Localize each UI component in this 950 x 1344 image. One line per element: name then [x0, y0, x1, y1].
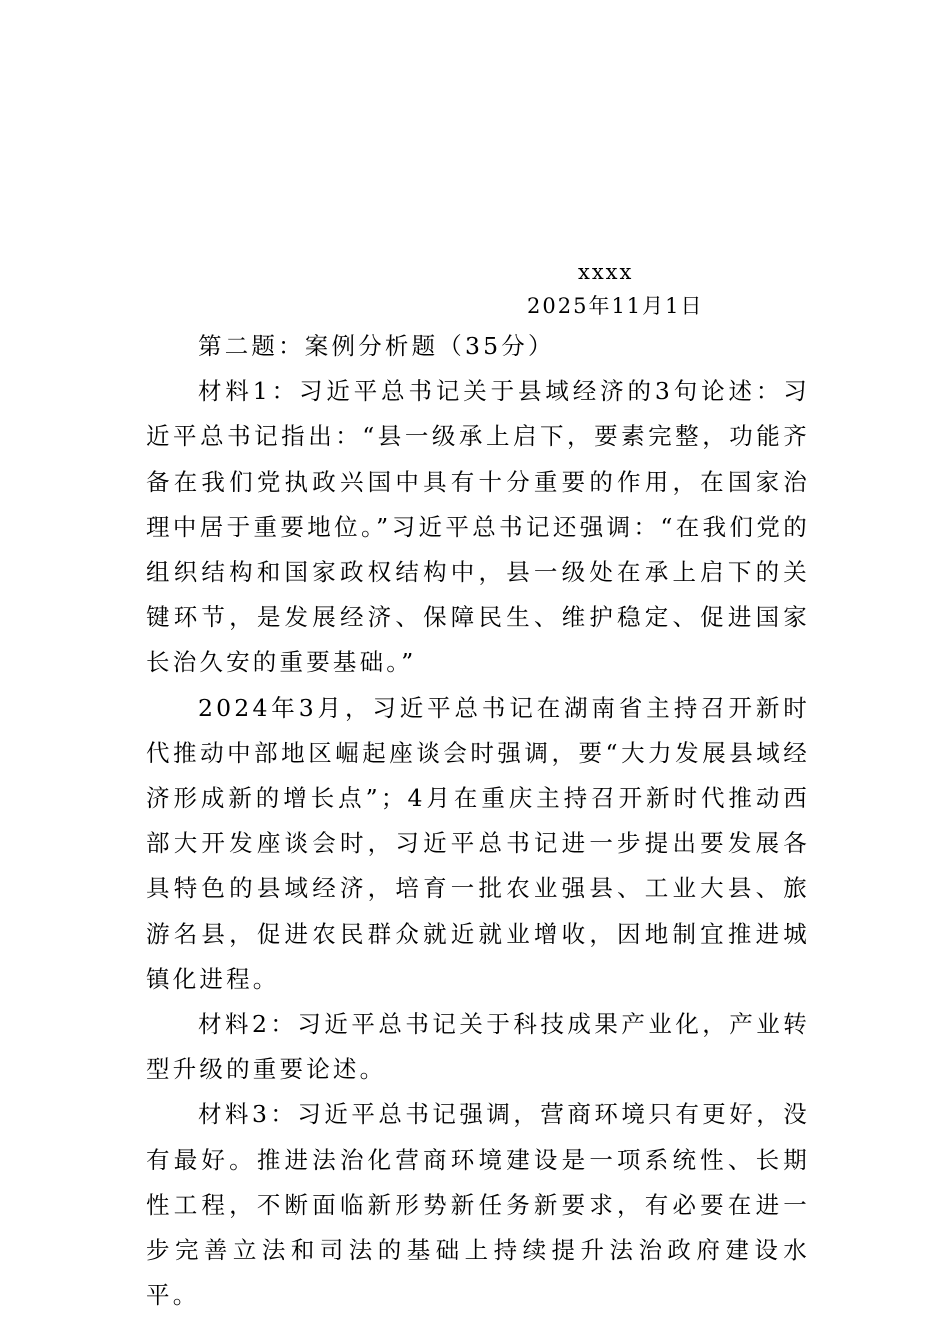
material-3-paragraph: 材料3：习近平总书记强调，营商环境只有更好，没有最好。推进法治化营商环境建设是一项系统性、长期性工程，不断面临新形势新任务新要求，有必要在进一步完善立法和司法的基础上持续提升法治政府建设水平。 [146, 1100, 810, 1310]
question-title: 第二题：案例分析题（35分） [198, 332, 555, 360]
material-1-paragraph: 材料1：习近平总书记关于县域经济的3句论述：习近平总书记指出：“县一级承上启下，要素完整，功能齐备在我们党执政兴国中具有十分重要的作用，在国家治理中居于重要地位。”习近平总书记还强调：“在我们党的组织结构和国家政权结构中，县一级处在承上启下的关键环节，是发展经济、保障民生、维护稳定、促进国家长治久安的重要基础。” [146, 377, 810, 677]
document-body [146, 324, 810, 1318]
material-1-continuation-paragraph: 2024年3月，习近平总书记在湖南省主持召开新时代推动中部地区崛起座谈会时强调，要“大力发展县域经济形成新的增长点”；4月在重庆主持召开新时代推动西部大开发座谈会时，习近平总书记进一步提出要发展各具特色的县域经济，培育一批农业强县、工业大县、旅游名县，促进农民群众就近就业增收，因地制宜推进城镇化进程。 [146, 693, 810, 993]
signature-name: xxxx [578, 260, 634, 284]
material-2-paragraph: 材料2：习近平总书记关于科技成果产业化，产业转型升级的重要论述。 [146, 1010, 810, 1084]
signature-date: 2025年11月1日 [527, 294, 704, 318]
